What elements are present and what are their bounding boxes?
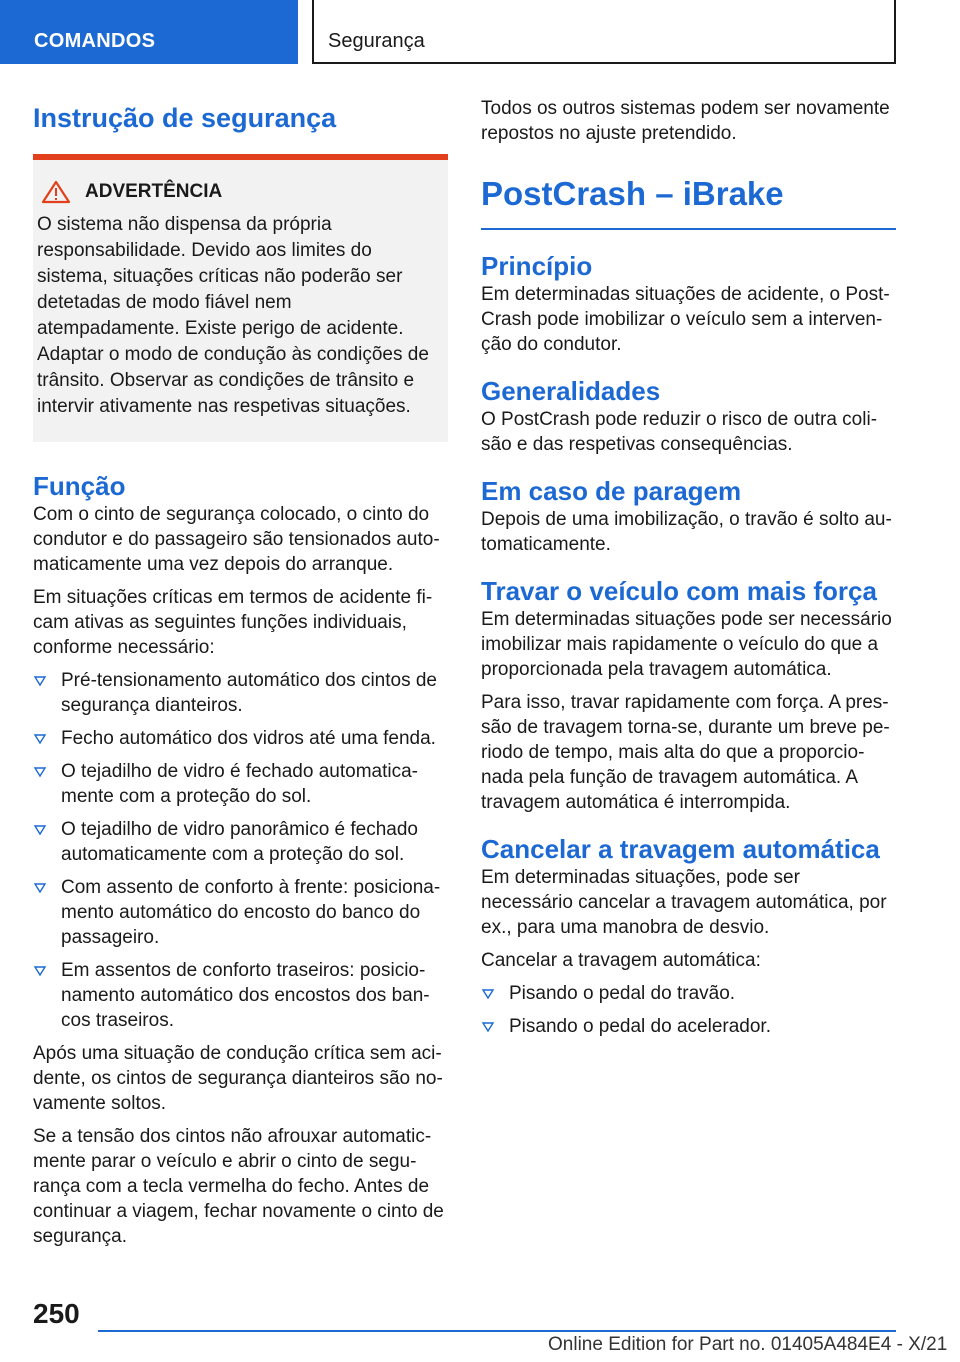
paragraph: Todos os outros sistemas podem ser novamente repostos no ajuste pretendido. xyxy=(481,98,890,144)
bullet-list-funcao xyxy=(33,668,448,1033)
warning-box xyxy=(33,154,448,442)
heading-travar: Travar o veículo com mais força xyxy=(481,576,877,606)
footer-edition: Online Edition for Part no. 01405A484E4 - X/21 xyxy=(548,1334,948,1355)
heading-generalidades: Generalidades xyxy=(481,376,661,406)
left-column xyxy=(33,96,448,1257)
paragraph: Após uma situação de condução crítica sem acidente, os cintos de segurança dianteiros são novamente soltos. xyxy=(33,1043,443,1114)
heading-paragem: Em caso de paragem xyxy=(481,476,742,506)
paragraph: O PostCrash pode reduzir o risco de outra colisão e das respetivas consequências. xyxy=(481,409,878,455)
warning-label: ADVERTÊNCIA xyxy=(85,181,223,202)
list-item: O tejadilho de vidro é fechado automaticamente com a proteção do sol. xyxy=(33,759,448,809)
triangle-bullet-icon xyxy=(481,1016,495,1036)
paragraph: Em determinadas situações de acidente, o PostCrash pode imobilizar o veículo sem a intervenção do condutor. xyxy=(481,284,890,355)
list-item: Pisando o pedal do acelerador. xyxy=(481,1014,896,1039)
triangle-bullet-icon xyxy=(33,960,47,980)
heading-principio: Princípio xyxy=(481,251,593,281)
triangle-bullet-icon xyxy=(481,983,495,1003)
right-column xyxy=(481,96,896,1047)
paragraph: Em determinadas situações, pode ser necessário cancelar a travagem automática, por ex., para uma manobra de desvio. xyxy=(481,867,887,938)
paragraph: Depois de uma imobilização, o travão é solto automaticamente. xyxy=(481,509,892,555)
footer-divider xyxy=(98,1330,896,1332)
warning-triangle-icon xyxy=(41,180,71,204)
header-chapter-tab: Segurança xyxy=(312,0,896,64)
chapter-title-postcrash: PostCrash – iBrake xyxy=(481,172,896,230)
triangle-bullet-icon xyxy=(33,670,47,690)
warning-text: O sistema não dispensa da própria responsabilidade. Devido aos limites do sistema, situações críticas não poderão ser detetadas de modo fiável nem atempadamente. Existe perigo de acidente. Adaptar o modo de condução às condições de trânsito. Observar as condições de trânsito e intervir ativamente nas respetivas situações. xyxy=(37,214,429,417)
bullet-list-cancelar xyxy=(481,981,896,1039)
section-title-safety: Instrução de segurança xyxy=(33,103,337,133)
triangle-bullet-icon xyxy=(33,761,47,781)
paragraph: Para isso, travar rapidamente com força. A pressão de travagem torna-se, durante um breve periodo de tempo, mais alta do que a proporcionada pela função de travagem automática. A travagem automática é interrompida. xyxy=(481,692,890,813)
paragraph: Se a tensão dos cintos não afrouxar automaticmente parar o veículo e abrir o cinto de segurança com a tecla vermelha do fecho. Antes de continuar a viagem, fechar novamente o cinto de segurança. xyxy=(33,1126,444,1247)
list-item: O tejadilho de vidro panorâmico é fechado automaticamente com a proteção do sol. xyxy=(33,817,448,867)
list-item: Em assentos de conforto traseiros: posicionamento automático dos encostos dos bancos traseiros. xyxy=(33,958,448,1033)
paragraph: Cancelar a travagem automática: xyxy=(481,950,761,971)
list-item: Com assento de conforto à frente: posicionamento automático do encosto do banco do passageiro. xyxy=(33,875,448,950)
warning-header xyxy=(37,160,434,212)
triangle-bullet-icon xyxy=(33,819,47,839)
list-item: Pisando o pedal do travão. xyxy=(481,981,896,1006)
triangle-bullet-icon xyxy=(33,728,47,748)
paragraph: Em situações críticas em termos de acidente ficam ativas as seguintes funções individuais, conforme necessário: xyxy=(33,587,433,658)
triangle-bullet-icon xyxy=(33,877,47,897)
heading-funcao: Função xyxy=(33,471,126,501)
list-item: Pré-tensionamento automático dos cintos de segurança dianteiros. xyxy=(33,668,448,718)
list-item: Fecho automático dos vidros até uma fenda. xyxy=(33,726,448,751)
heading-cancelar: Cancelar a travagem automática xyxy=(481,834,880,864)
paragraph: Com o cinto de segurança colocado, o cinto do condutor e do passageiro são tensionados automaticamente uma vez depois do arranque. xyxy=(33,504,440,575)
header-section-tab: COMANDOS xyxy=(0,0,298,64)
page-number: 250 xyxy=(33,1298,80,1329)
paragraph: Em determinadas situações pode ser necessário imobilizar mais rapidamente o veículo do que a proporcionada pela travagem automática. xyxy=(481,609,892,680)
